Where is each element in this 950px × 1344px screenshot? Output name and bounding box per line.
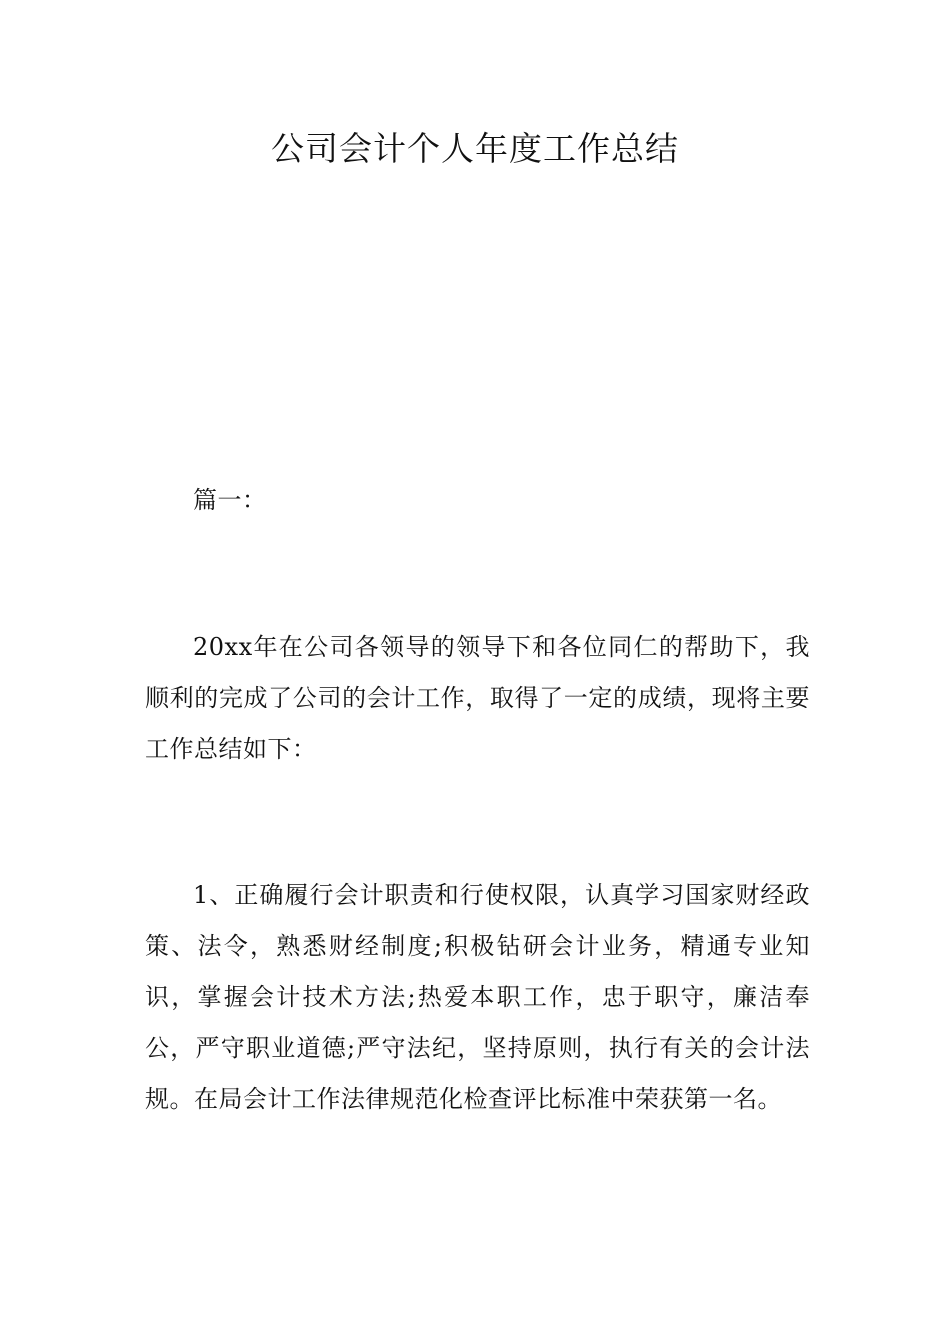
intro-paragraph: 20xx年在公司各领导的领导下和各位同仁的帮助下，我顺利的完成了公司的会计工作，取得了一定的成绩，现将主要工作总结如下： [145,633,810,763]
item-1-paragraph: 1、正确履行会计职责和行使权限，认真学习国家财经政策、法令，熟悉财经制度;积极钻研会计业务，精通专业知识，掌握会计技术方法;热爱本职工作，忠于职守，廉洁奉公，严守职业道德;严守法纪，坚持原则，执行有关的会计法规。在局会计工作法律规范化检查评比标准中荣获第一名。 [145,881,810,1113]
section-heading: 篇一： [193,486,267,514]
document-title: 公司会计个人年度工作总结 [271,129,679,168]
